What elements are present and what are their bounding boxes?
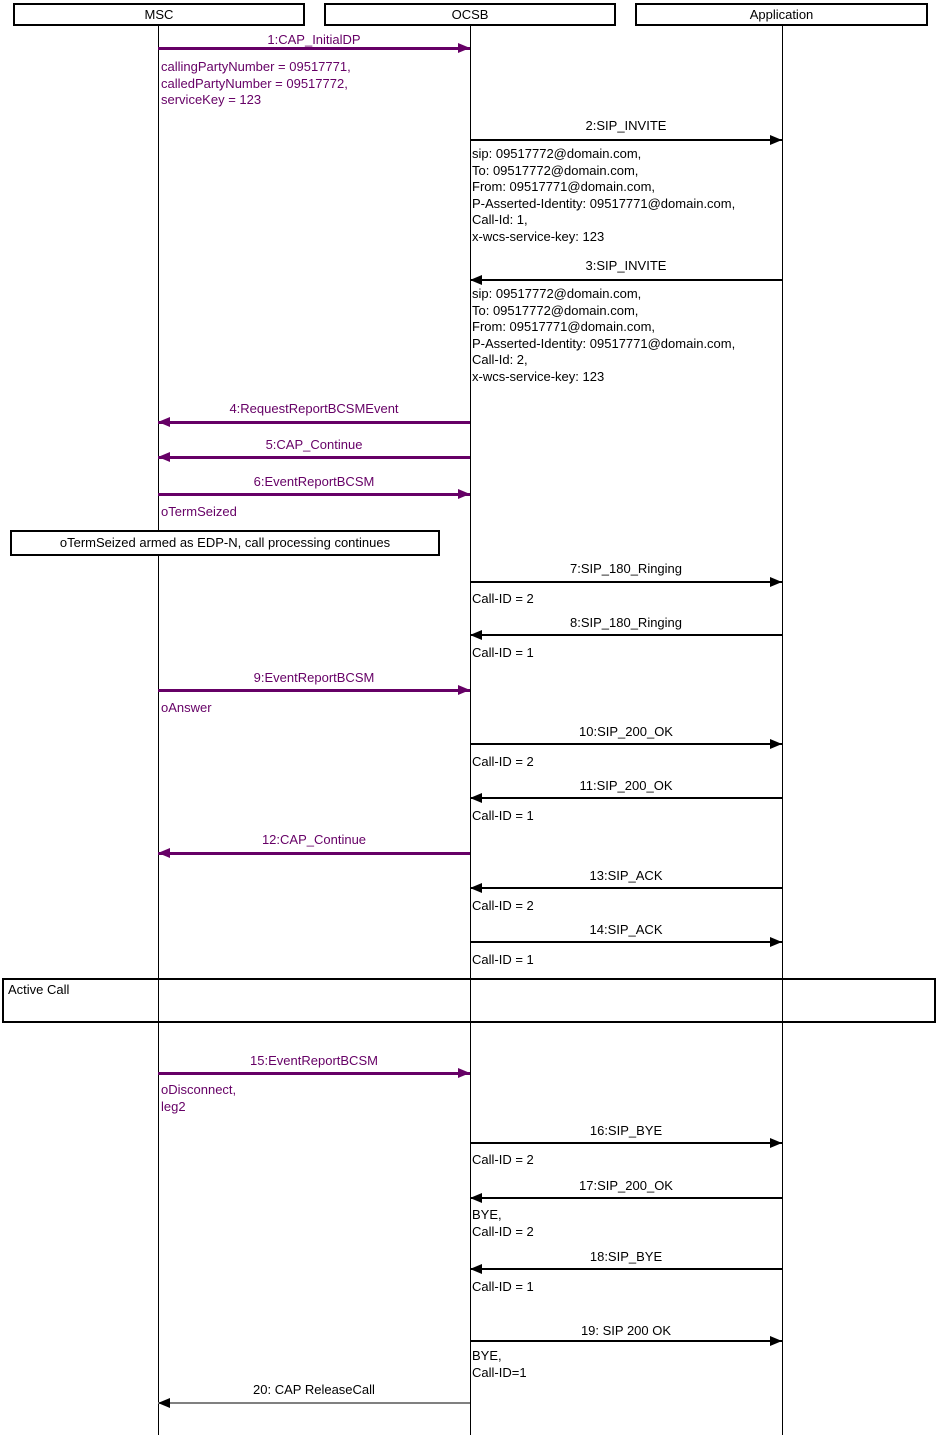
message-arrowhead — [458, 43, 470, 53]
message-arrow-line — [158, 1072, 470, 1075]
message-detail-line: serviceKey = 123 — [161, 92, 262, 107]
message-details — [472, 952, 534, 969]
message-arrow-line — [158, 421, 470, 424]
message-arrow-line — [470, 1197, 782, 1199]
message-label: 20: CAP ReleaseCall — [253, 1382, 375, 1397]
message-details — [472, 1207, 534, 1240]
message-arrowhead — [158, 1398, 170, 1408]
message-detail-line: Call-Id: 1, — [472, 212, 528, 227]
message-detail-line: To: 09517772@domain.com, — [472, 162, 639, 178]
message-arrowhead — [458, 1068, 470, 1078]
message-arrow-line — [470, 743, 782, 745]
message-detail-line: Call-ID = 1 — [472, 952, 534, 967]
message-label: 12:CAP_Continue — [261, 832, 367, 847]
message-label: 17:SIP_200_OK — [579, 1178, 673, 1193]
message-arrowhead — [770, 1336, 782, 1346]
message-label: 8:SIP_180_Ringing — [569, 615, 683, 630]
message-detail-line: Call-ID = 2 — [472, 591, 534, 606]
message-detail-line: oDisconnect, — [161, 1082, 237, 1097]
message-detail-line: Call-ID = 2 — [472, 1223, 534, 1239]
message-label: 14:SIP_ACK — [589, 922, 663, 937]
message-detail-line: leg2 — [161, 1098, 186, 1114]
message-details — [161, 700, 212, 717]
message-arrowhead — [458, 489, 470, 499]
message-details — [161, 59, 351, 109]
message-details — [472, 1152, 534, 1169]
message-arrowhead — [158, 452, 170, 462]
message-details — [161, 1082, 236, 1115]
message-arrow-line — [470, 887, 782, 889]
lifeline-header-ocsb — [324, 3, 616, 26]
message-detail-line: To: 09517772@domain.com, — [472, 302, 639, 318]
message-label: 16:SIP_BYE — [589, 1123, 663, 1138]
message-arrow-line — [470, 634, 782, 636]
lifeline-title-application: Application — [749, 7, 814, 22]
message-arrow-line — [470, 279, 782, 281]
lifeline-msc — [158, 25, 159, 1435]
message-details — [472, 591, 534, 608]
message-details — [472, 645, 534, 662]
message-detail-line: oAnswer — [161, 700, 212, 715]
message-arrowhead — [470, 630, 482, 640]
message-label: 1:CAP_InitialDP — [267, 32, 361, 47]
message-label: 2:SIP_INVITE — [585, 118, 667, 133]
message-arrowhead — [470, 275, 482, 285]
message-detail-line: Call-ID = 1 — [472, 808, 534, 823]
message-label: 9:EventReportBCSM — [253, 670, 375, 685]
message-label: 11:SIP_200_OK — [579, 778, 673, 793]
message-detail-line: Call-ID = 1 — [472, 645, 534, 660]
message-detail-line: P-Asserted-Identity: 09517771@domain.com, — [472, 335, 736, 351]
lifeline-title-ocsb: OCSB — [451, 7, 489, 22]
lifeline-header-msc — [13, 3, 305, 26]
lifeline-application — [782, 25, 783, 1435]
message-detail-line: Call-ID = 2 — [472, 754, 534, 769]
note-box-edp — [10, 530, 440, 556]
message-detail-line: Call-ID = 2 — [472, 1152, 534, 1167]
message-arrowhead — [158, 417, 170, 427]
message-arrow-line — [158, 1402, 470, 1404]
note-text: oTermSeized armed as EDP-N, call processing continues — [59, 535, 391, 550]
message-details — [472, 1348, 527, 1381]
message-arrowhead — [770, 1138, 782, 1148]
message-details — [472, 286, 735, 385]
message-arrow-line — [470, 1142, 782, 1144]
message-arrow-line — [470, 581, 782, 583]
message-arrowhead — [458, 685, 470, 695]
message-detail-line: BYE, — [472, 1207, 502, 1222]
message-detail-line: x-wcs-service-key: 123 — [472, 368, 605, 384]
message-detail-line: calledPartyNumber = 09517772, — [161, 75, 348, 91]
message-details — [472, 808, 534, 825]
active-call-box — [2, 978, 936, 1023]
active-call-label: Active Call — [8, 982, 70, 997]
message-label: 3:SIP_INVITE — [585, 258, 667, 273]
message-arrow-line — [470, 1268, 782, 1270]
message-detail-line: BYE, — [472, 1348, 502, 1363]
message-arrow-line — [158, 689, 470, 692]
message-arrowhead — [770, 739, 782, 749]
lifeline-title-msc: MSC — [144, 7, 174, 22]
message-detail-line: Call-ID = 1 — [472, 1279, 534, 1294]
message-label: 19: SIP 200 OK — [580, 1323, 672, 1338]
message-details — [472, 146, 735, 245]
message-arrow-line — [158, 852, 470, 855]
message-arrow-line — [158, 47, 470, 50]
message-label: 15:EventReportBCSM — [250, 1053, 378, 1068]
message-arrowhead — [770, 577, 782, 587]
message-arrow-line — [158, 493, 470, 496]
message-label: 18:SIP_BYE — [589, 1249, 663, 1264]
message-detail-line: sip: 09517772@domain.com, — [472, 146, 642, 161]
message-detail-line: Call-Id: 2, — [472, 352, 528, 367]
message-arrow-line — [470, 139, 782, 141]
message-label: 13:SIP_ACK — [589, 868, 663, 883]
message-detail-line: From: 09517771@domain.com, — [472, 319, 656, 334]
message-arrow-line — [470, 1340, 782, 1342]
message-label: 6:EventReportBCSM — [253, 474, 375, 489]
message-arrowhead — [470, 883, 482, 893]
message-label: 7:SIP_180_Ringing — [569, 561, 683, 576]
message-arrowhead — [770, 937, 782, 947]
message-detail-line: Call-ID=1 — [472, 1364, 527, 1380]
message-arrowhead — [770, 135, 782, 145]
message-detail-line: P-Asserted-Identity: 09517771@domain.com, — [472, 195, 736, 211]
message-arrow-line — [158, 456, 470, 459]
lifeline-header-application — [635, 3, 928, 26]
message-arrow-line — [470, 797, 782, 799]
message-label: 4:RequestReportBCSMEvent — [229, 401, 399, 416]
message-details — [161, 504, 237, 521]
message-detail-line: Call-ID = 2 — [472, 898, 534, 913]
message-detail-line: oTermSeized — [161, 504, 237, 519]
message-arrowhead — [470, 1264, 482, 1274]
message-detail-line: callingPartyNumber = 09517771, — [161, 59, 351, 74]
message-detail-line: From: 09517771@domain.com, — [472, 179, 656, 194]
message-label: 10:SIP_200_OK — [579, 724, 673, 739]
message-details — [472, 1279, 534, 1296]
message-label: 5:CAP_Continue — [265, 437, 363, 452]
message-arrowhead — [470, 1193, 482, 1203]
message-details — [472, 898, 534, 915]
message-detail-line: x-wcs-service-key: 123 — [472, 228, 605, 244]
message-details — [472, 754, 534, 771]
message-arrowhead — [470, 793, 482, 803]
message-detail-line: sip: 09517772@domain.com, — [472, 286, 642, 301]
message-arrowhead — [158, 848, 170, 858]
message-arrow-line — [470, 941, 782, 943]
